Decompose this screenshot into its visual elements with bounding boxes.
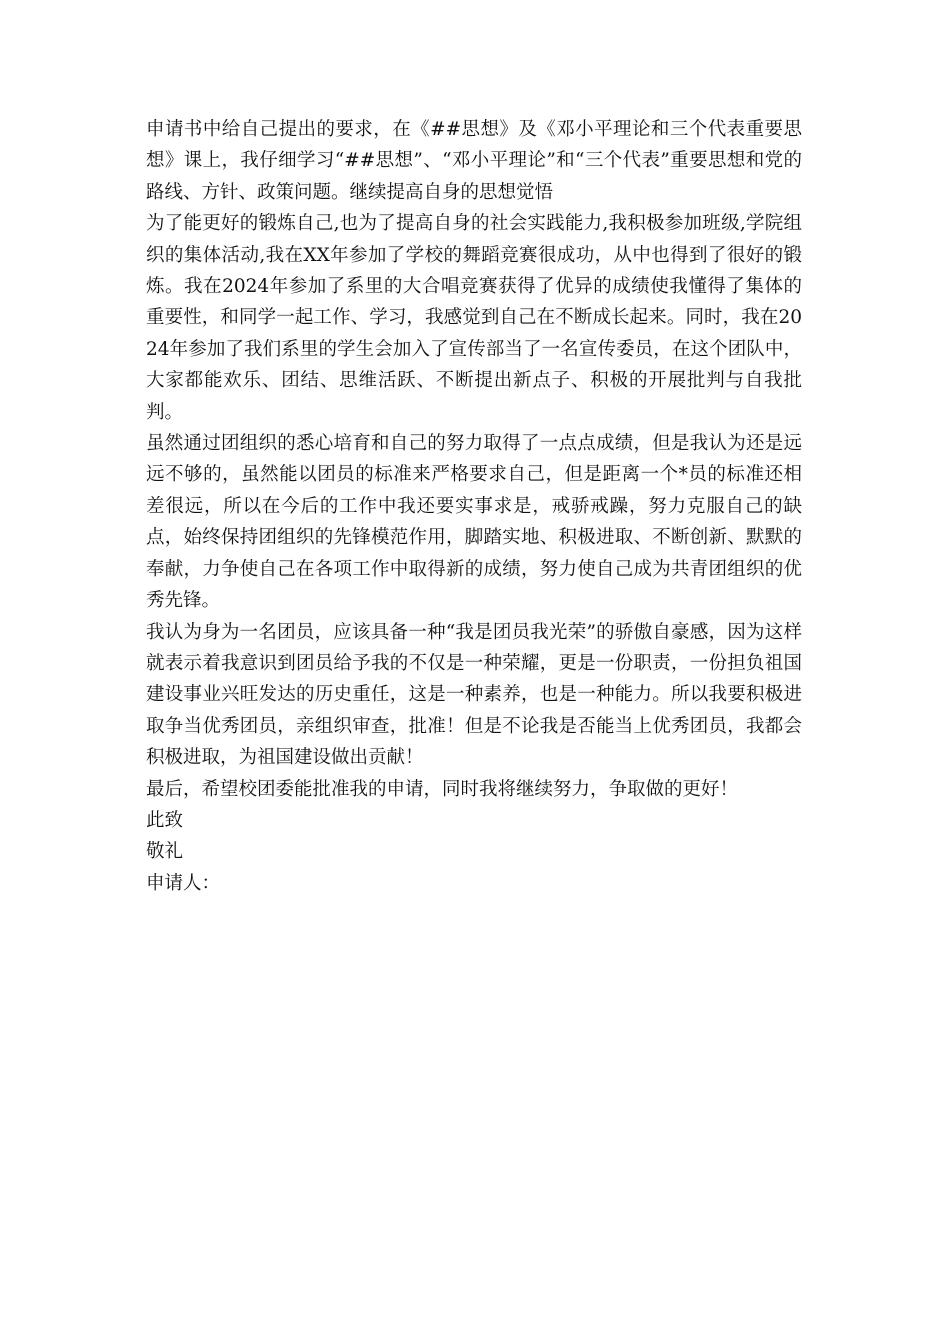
paragraph-study: 申请书中给自己提出的要求，在《##思想》及《邓小平理论和三个代表重要思想》课上，我仔细学习“##思想”、“邓小平理论”和“三个代表”重要思想和党的路线、方针、政策问题。继续提高自身的思想觉悟 bbox=[146, 119, 802, 203]
paragraph-shortcomings: 虽然通过团组织的悉心培育和自己的努力取得了一点点成绩，但是我认为还是远远不够的，虽然能以团员的标准来严格要求自己，但是距离一个*员的标准还相差很远，所以在今后的工作中我还要实事求是，戒骄戒躁，努力克服自己的缺点，始终保持团组织的先锋模范作用，脚踏实地、积极进取、不断创新、默默的奉献，力争使自己在各项工作中取得新的成绩，努力使自己成为共青团组织的优秀先锋。 bbox=[146, 433, 802, 612]
paragraph-request: 最后，希望校团委能批准我的申请，同时我将继续努力，争取做的更好！ bbox=[146, 778, 739, 800]
signature-label: 申请人： bbox=[146, 872, 221, 894]
closing-line: 此致 bbox=[146, 809, 184, 831]
salutation-line: 敬礼 bbox=[146, 841, 184, 863]
paragraph-activities: 为了能更好的锻炼自己,也为了提高自身的社会实践能力,我积极参加班级,学院组织的集体活动,我在XX年参加了学校的舞蹈竞赛很成功，从中也得到了很好的锻炼。我在2024年参加了系里的大合唱竞赛获得了优异的成绩使我懂得了集体的重要性，和同学一起工作、学习，我感觉到自己在不断成长起来。同时，我在2024年参加了我们系里的学生会加入了宣传部当了一名宣传委员，在这个团队中，大家都能欢乐、团结、思维活跃、不断提出新点子、积极的开展批判与自我批判。 bbox=[146, 213, 802, 423]
document-body bbox=[146, 114, 802, 899]
paragraph-pride: 我认为身为一名团员，应该具备一种“我是团员我光荣”的骄傲自豪感，因为这样就表示着我意识到团员给予我的不仅是一种荣耀，更是一份职责，一份担负祖国建设事业兴旺发达的历史重任，这是一种素养，也是一种能力。所以我要积极进取争当优秀团员，亲组织审查，批准！但是不论我是否能当上优秀团员，我都会积极进取，为祖国建设做出贡献！ bbox=[146, 621, 802, 769]
